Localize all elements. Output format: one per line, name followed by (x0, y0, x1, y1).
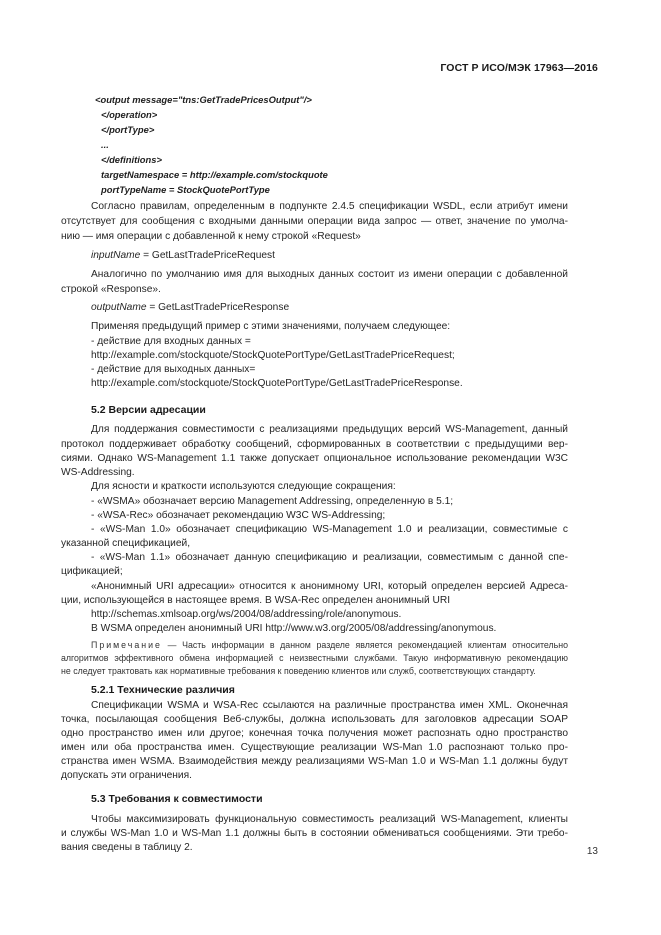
list-item: - действие для выходных данных= (91, 364, 256, 375)
list-item: - действие для входных данных = (91, 336, 251, 347)
standard-header: ГОСТ Р ИСО/МЭК 17963—2016 (440, 62, 598, 74)
paragraph-line: Согласно правилам, определенным в подпункте 2.4.5 спецификации WSDL, если атрибут имени (91, 201, 568, 212)
paragraph-line: WS-Addressing. (61, 467, 135, 478)
paragraph-line: ции, использующейся в настоящее время. В WSA-Rec определен анонимный URI (61, 595, 451, 606)
paragraph-line: отсутствует для сообщения с входными данными операции вида запрос — ответ, значение по умолча- (61, 216, 568, 227)
input-name-line (91, 249, 275, 262)
section-heading: 5.3 Требования к совместимости (91, 793, 263, 805)
list-item: - «WS-Man 1.1» обозначает данную спецификацию и реализации, совместимым с данной спе- (91, 552, 568, 563)
code-line: </portType> (101, 124, 155, 135)
paragraph-line: странства имен WSMA. Взаимодействия между реализациями WS-Man 1.0 и WS-Man 1.1 должны будут (61, 756, 568, 767)
input-name-value: = GetLastTradePriceRequest (140, 250, 275, 261)
paragraph-line: строкой «Response». (61, 284, 161, 295)
paragraph-line: вания сведены в таблицу 2. (61, 842, 193, 853)
paragraph-line: и службы WS-Man 1.0 и WS-Man 1.1 должны быть в состоянии обмениваться сообщениями. Эти требо- (61, 828, 568, 839)
output-name-key: outputName (91, 302, 147, 313)
paragraph-line: «Анонимный URI адресации» относится к анонимному URI, который определен версией Адреса- (91, 581, 568, 592)
uri-line: http://schemas.xmlsoap.org/ws/2004/08/addressing/role/anonymous. (91, 609, 402, 620)
paragraph-line: http://example.com/stockquote/StockQuotePortType/GetLastTradePriceResponse. (91, 378, 463, 389)
paragraph-line: точка, посылающая сообщения Веб-службы, должна использовать для заголовков адресации SOAP (61, 714, 568, 725)
note-line: алгоритмов эффективного обмена информацией с неизвестными службами. Такую информативную рекомендацию (61, 653, 568, 663)
paragraph-line: цификацией; (61, 566, 123, 577)
list-item: - «WSMA» обозначает версию Management Addressing, определенную в 5.1; (91, 496, 454, 507)
input-name-key: inputName (91, 250, 141, 261)
code-line: targetNamespace = http://example.com/stockquote (101, 169, 328, 180)
paragraph-line: Для ясности и краткости используются следующие сокращения: (91, 481, 396, 492)
paragraph-line: сиями. Однако WS-Management 1.1 также допускает опциональное использование рекомендации W3C (61, 453, 568, 464)
subsection-heading: 5.2.1 Технические различия (91, 684, 235, 696)
note-label: Примечание (91, 640, 162, 650)
list-item: - «WS-Man 1.0» обозначает спецификацию WS-Management 1.0 и реализации, совместимые с (91, 524, 568, 535)
paragraph-line: допускать эти ограничения. (61, 770, 192, 781)
note-text: — Часть информации в данном разделе является рекомендацией клиентам относительно (161, 640, 568, 650)
paragraph-line: Для поддержания совместимости с реализациями предыдущих версий WS-Management, данный (91, 424, 568, 435)
paragraph-line: http://example.com/stockquote/StockQuotePortType/GetLastTradePriceRequest; (91, 350, 455, 361)
uri-line: В WSMA определен анонимный URI http://www.w3.org/2005/08/addressing/anonymous. (91, 623, 497, 634)
paragraph-line: одно пространство имен или другое; конечная точка получения может распознать одно пространство (61, 728, 568, 739)
code-line: <output message="tns:GetTradePricesOutput"/> (95, 94, 312, 105)
list-item: - «WSA-Rec» обозначает рекомендацию W3C WS-Addressing; (91, 510, 386, 521)
page-number: 13 (586, 846, 598, 857)
note-line (91, 640, 568, 652)
note-line: не следует трактовать как нормативные требования к поведению клиентов или служб, соответствующих стандарту. (61, 666, 536, 676)
paragraph-line: указанной спецификацией, (61, 538, 191, 549)
paragraph-line: Применяя предыдущий пример с этими значениями, получаем следующее: (91, 321, 451, 332)
paragraph-line: Аналогично по умолчанию имя для выходных данных состоит из имени операции с добавленной (91, 269, 568, 280)
section-heading: 5.2 Версии адресации (91, 404, 206, 416)
code-line: </definitions> (101, 154, 162, 165)
paragraph-line: Спецификации WSMA и WSA-Rec ссылаются на различные пространства имен XML. Оконечная (91, 700, 568, 711)
paragraph-line: Чтобы максимизировать функциональную совместимость реализаций WS-Management, клиенты (91, 814, 568, 825)
output-name-value: = GetLastTradePriceResponse (146, 302, 290, 313)
paragraph-line: нию — имя операции с добавленной к нему строкой «Request» (61, 231, 361, 242)
code-line: ... (101, 139, 109, 150)
paragraph-line: протокол поддерживает обработку сообщений, сформированных в соответствии с предыдущими вер- (61, 439, 568, 450)
paragraph-line: имен или оба пространства имен. Существующие реализации WS-Man 1.0 распознают только про- (61, 742, 568, 753)
code-line: </operation> (101, 109, 158, 120)
code-line: portTypeName = StockQuotePortType (101, 184, 270, 195)
output-name-line (91, 301, 289, 314)
